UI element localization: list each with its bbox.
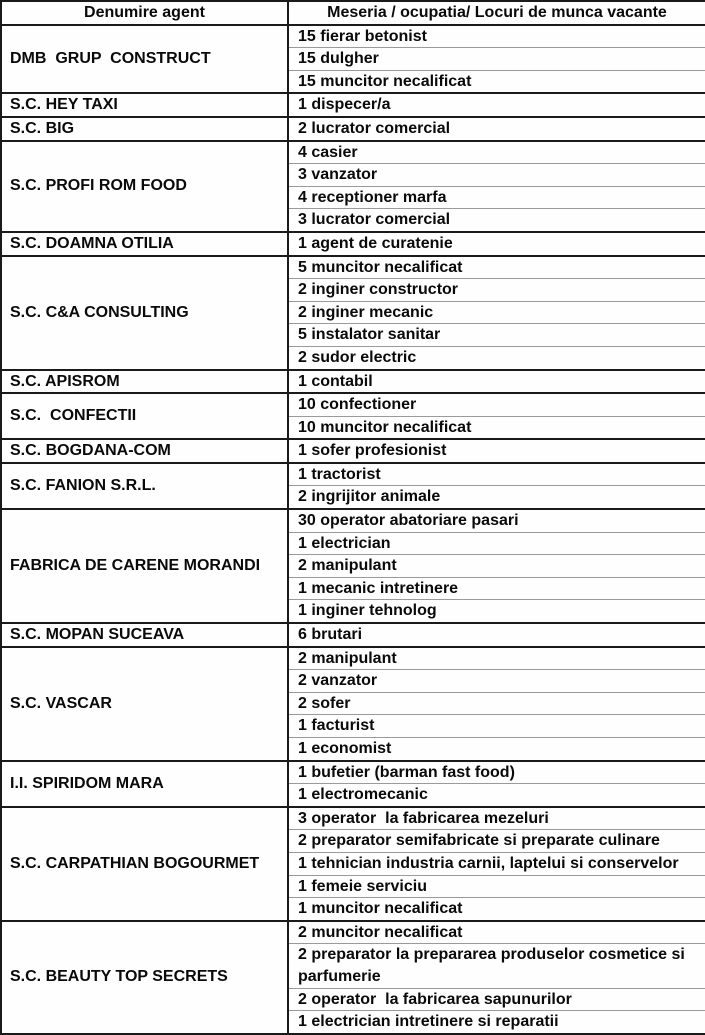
vacancy-cell: 2 preparator la prepararea produselor cosmetice si parfumerie xyxy=(288,944,705,988)
agent-name-cell: DMB GRUP CONSTRUCT xyxy=(1,25,288,94)
vacancy-cell: 1 economist xyxy=(288,738,705,761)
vacancy-cell: 1 electrician xyxy=(288,532,705,555)
table-row xyxy=(1,921,705,944)
agent-name-cell: S.C. FANION S.R.L. xyxy=(1,463,288,509)
agent-name-cell: S.C. MOPAN SUCEAVA xyxy=(1,623,288,647)
vacancy-cell: 1 bufetier (barman fast food) xyxy=(288,761,705,784)
vacancy-cell: 1 tractorist xyxy=(288,463,705,486)
vacancy-cell: 3 vanzator xyxy=(288,164,705,187)
vacancy-cell: 2 lucrator comercial xyxy=(288,117,705,141)
vacancy-cell: 2 vanzator xyxy=(288,670,705,693)
vacancy-cell: 2 operator la fabricarea sapunurilor xyxy=(288,988,705,1011)
table-row xyxy=(1,93,705,117)
agent-name-cell: S.C. BIG xyxy=(1,117,288,141)
vacancy-cell: 1 contabil xyxy=(288,370,705,394)
vacancy-cell: 2 inginer constructor xyxy=(288,279,705,302)
agent-name-cell: S.C. HEY TAXI xyxy=(1,93,288,117)
agent-name-cell: S.C. PROFI ROM FOOD xyxy=(1,141,288,232)
header-row xyxy=(1,1,705,25)
vacancy-cell: 30 operator abatoriare pasari xyxy=(288,509,705,532)
agent-name-cell: I.I. SPIRIDOM MARA xyxy=(1,761,288,807)
vacancy-cell: 3 operator la fabricarea mezeluri xyxy=(288,807,705,830)
table-row xyxy=(1,509,705,532)
vacancy-cell: 2 inginer mecanic xyxy=(288,301,705,324)
table-row xyxy=(1,117,705,141)
agent-name-cell: S.C. DOAMNA OTILIA xyxy=(1,232,288,256)
table-row xyxy=(1,807,705,830)
vacancy-cell: 1 inginer tehnolog xyxy=(288,600,705,623)
agent-name-cell: S.C. VASCAR xyxy=(1,647,288,761)
vacancy-cell: 1 electromecanic xyxy=(288,784,705,807)
vacancy-cell: 1 mecanic intretinere xyxy=(288,577,705,600)
vacancy-cell: 4 receptioner marfa xyxy=(288,186,705,209)
vacancy-cell: 2 manipulant xyxy=(288,647,705,670)
table-row xyxy=(1,761,705,784)
table-row xyxy=(1,393,705,416)
agent-name-cell: S.C. C&A CONSULTING xyxy=(1,256,288,370)
table-row xyxy=(1,647,705,670)
vacancy-cell: 15 fierar betonist xyxy=(288,25,705,48)
vacancy-cell: 2 ingrijitor animale xyxy=(288,486,705,509)
vacancy-cell: 1 muncitor necalificat xyxy=(288,898,705,921)
table-row xyxy=(1,232,705,256)
vacancy-cell: 1 agent de curatenie xyxy=(288,232,705,256)
vacancy-cell: 2 sudor electric xyxy=(288,346,705,369)
vacancy-cell: 10 muncitor necalificat xyxy=(288,416,705,439)
header-agent-column: Denumire agent xyxy=(1,1,288,25)
table-header xyxy=(1,1,705,25)
vacancy-cell: 10 confectioner xyxy=(288,393,705,416)
vacancy-cell: 1 femeie serviciu xyxy=(288,875,705,898)
table-row xyxy=(1,256,705,279)
agent-name-cell: S.C. CONFECTII xyxy=(1,393,288,439)
vacancy-cell: 5 instalator sanitar xyxy=(288,324,705,347)
agent-name-cell: S.C. CARPATHIAN BOGOURMET xyxy=(1,807,288,921)
table-row xyxy=(1,463,705,486)
agent-name-cell: S.C. BEAUTY TOP SECRETS xyxy=(1,921,288,1034)
vacancy-cell: 6 brutari xyxy=(288,623,705,647)
agent-name-cell: S.C. APISROM xyxy=(1,370,288,394)
table-row xyxy=(1,370,705,394)
vacancy-cell: 2 muncitor necalificat xyxy=(288,921,705,944)
vacancy-cell: 3 lucrator comercial xyxy=(288,209,705,232)
table-row xyxy=(1,439,705,463)
vacancy-cell: 1 tehnician industria carnii, laptelui si conservelor xyxy=(288,852,705,875)
agent-name-cell: S.C. BOGDANA-COM xyxy=(1,439,288,463)
vacancy-cell: 15 muncitor necalificat xyxy=(288,70,705,93)
vacancy-cell: 1 facturist xyxy=(288,715,705,738)
vacancy-cell: 1 electrician intretinere si reparatii xyxy=(288,1011,705,1034)
header-jobs-column: Meseria / ocupatia/ Locuri de munca vacante xyxy=(288,1,705,25)
table-row xyxy=(1,25,705,48)
vacancy-cell: 15 dulgher xyxy=(288,48,705,71)
vacancy-cell: 1 dispecer/a xyxy=(288,93,705,117)
table-row xyxy=(1,141,705,164)
agent-name-cell: FABRICA DE CARENE MORANDI xyxy=(1,509,288,623)
table-row xyxy=(1,623,705,647)
vacancy-cell: 2 sofer xyxy=(288,692,705,715)
vacancy-cell: 2 preparator semifabricate si preparate culinare xyxy=(288,830,705,853)
vacancy-cell: 5 muncitor necalificat xyxy=(288,256,705,279)
table-body xyxy=(1,25,705,1034)
vacancy-cell: 1 sofer profesionist xyxy=(288,439,705,463)
vacancy-cell: 4 casier xyxy=(288,141,705,164)
vacancy-cell: 2 manipulant xyxy=(288,555,705,578)
